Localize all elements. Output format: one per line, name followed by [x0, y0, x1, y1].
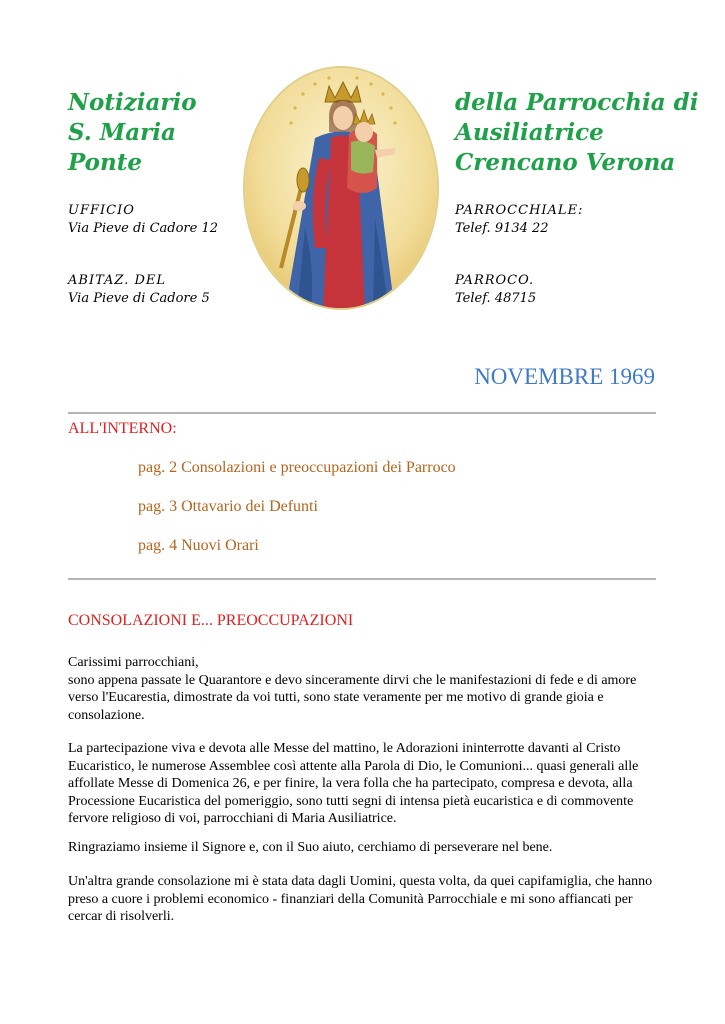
- article-paragraph-3: Ringraziamo insieme il Signore e, con il Suo aiuto, cerchiamo di perseverare nel bene.: [68, 840, 553, 855]
- masthead-left-line-1: Notiziario: [68, 89, 197, 116]
- article-paragraph-1: Carissimi parrocchiani, sono appena passate le Quarantore e devo sinceramente dirvi che le manifestazioni di fede e di amore verso l'Eucarestia, dimostrate da voi tutti, sono state veramente per me motivo di grande gioia e consolazione.: [68, 655, 637, 723]
- madonna-image: [243, 66, 439, 310]
- office-label: UFFICIO: [68, 203, 135, 218]
- toc-item: pag. 2 Consolazioni e preoccupazioni dei Parroco: [138, 459, 456, 476]
- home-label: ABITAZ. DEL: [68, 273, 167, 288]
- parish-phone: Telef. 9134 22: [455, 221, 549, 236]
- masthead-right-line-1: della Parrocchia di: [455, 89, 699, 116]
- masthead-left-line-2: S. Maria: [68, 119, 176, 146]
- office-address: Via Pieve di Cadore 12: [68, 221, 219, 236]
- masthead-left-line-3: Ponte: [68, 149, 142, 176]
- masthead-right-line-2: Ausiliatrice: [455, 119, 604, 146]
- priest-phone: Telef. 48715: [455, 291, 537, 306]
- article-title: CONSOLAZIONI E... PREOCCUPAZIONI: [68, 612, 354, 629]
- home-address: Via Pieve di Cadore 5: [68, 291, 210, 306]
- article-paragraph-4: Un'altra grande consolazione mi è stata data dagli Uomini, questa volta, da quei capifamiglia, che hanno preso a cuore i problemi economico - finanziari della Comunità Parrocchiale e mi sono affiancati per cercar di risolverli.: [68, 874, 653, 924]
- priest-label: PARROCO.: [455, 273, 535, 288]
- divider-top: [68, 412, 656, 414]
- toc-item: pag. 3 Ottavario dei Defunti: [138, 498, 318, 515]
- parish-label: PARROCCHIALE:: [455, 203, 584, 218]
- masthead-right-line-3: Crencano Verona: [455, 149, 676, 176]
- issue-date: NOVEMBRE 1969: [474, 364, 655, 389]
- contents-heading: ALL'INTERNO:: [68, 420, 177, 437]
- divider-bottom: [68, 578, 656, 580]
- toc-item: pag. 4 Nuovi Orari: [138, 537, 259, 554]
- article-paragraph-2: La partecipazione viva e devota alle Messe del mattino, le Adorazioni ininterrotte davanti al Cristo Eucaristico, le numerose Assemblee così attente alla Parola di Dio, le Comunioni... quasi generali alle affollate Messe di Domenica 26, e per finire, la vera folla che ha partecipato, compresa e devota, alla Processione Eucaristica del pomeriggio, sono tutti segni di intensa pietà eucaristica e di commovente fervore religioso di voi, parrocchiani di Maria Ausiliatrice.: [68, 741, 639, 826]
